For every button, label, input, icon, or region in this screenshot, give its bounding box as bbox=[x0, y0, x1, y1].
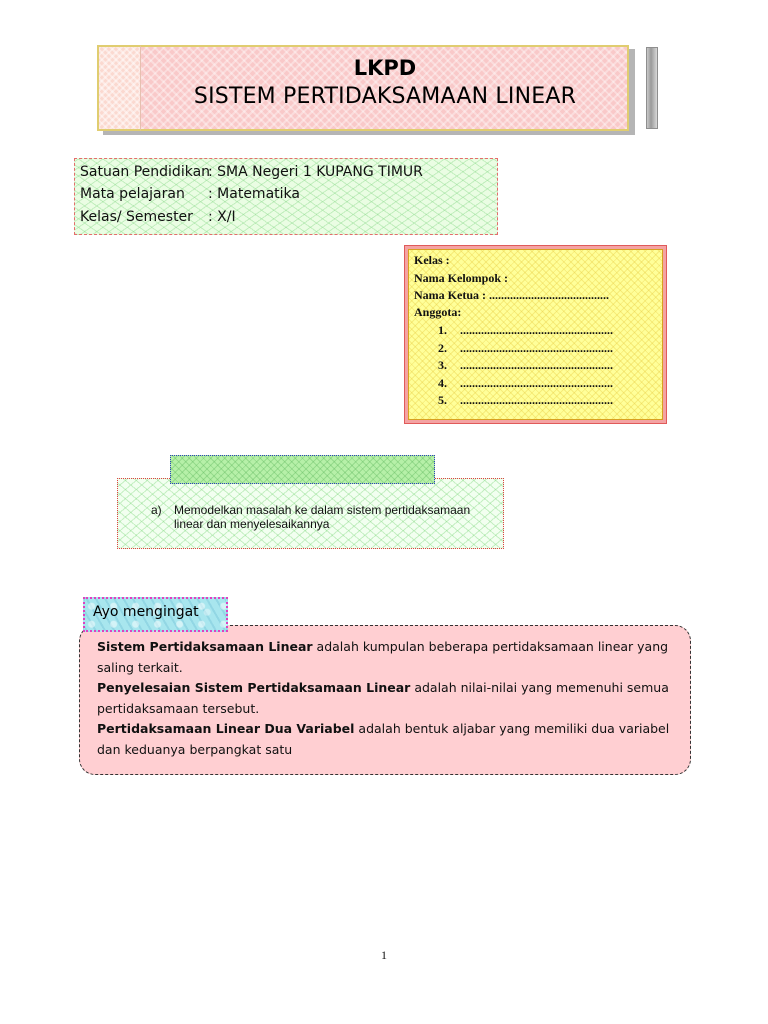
reminder-definition bbox=[97, 637, 677, 678]
title-banner-edge bbox=[646, 47, 658, 129]
member-line: ................................................... bbox=[460, 376, 613, 390]
reminder-definition bbox=[97, 719, 677, 760]
document-title: SISTEM PERTIDAKSAMAAN LINEAR bbox=[193, 84, 577, 109]
definition-text: adalah nilai-nilai yang memenuhi semua pertidaksamaan tersebut. bbox=[97, 680, 669, 716]
identity-value-subject: : Matematika bbox=[208, 186, 300, 202]
page-number: 1 bbox=[381, 948, 387, 962]
identity-label-school: Satuan Pendidikan bbox=[80, 164, 211, 180]
group-class-label: Kelas : bbox=[414, 253, 450, 267]
member-number: 4. bbox=[438, 376, 447, 390]
member-line: ................................................... bbox=[460, 358, 613, 372]
reminder-tab-label: Ayo mengingat bbox=[93, 604, 199, 620]
member-line: ................................................... bbox=[460, 393, 613, 407]
document-heading: LKPD bbox=[353, 56, 417, 80]
member-line: ................................................... bbox=[460, 323, 613, 337]
identity-label-subject: Mata pelajaran bbox=[80, 186, 185, 202]
definition-term: Pertidaksamaan Linear Dua Variabel bbox=[97, 721, 355, 736]
member-number: 1. bbox=[438, 323, 447, 337]
member-number: 3. bbox=[438, 358, 447, 372]
definition-term: Sistem Pertidaksamaan Linear bbox=[97, 639, 313, 654]
member-number: 5. bbox=[438, 393, 447, 407]
objective-text: Memodelkan masalah ke dalam sistem pertidaksamaan linear dan menyelesaikannya bbox=[174, 503, 471, 531]
group-members-label: Anggota: bbox=[414, 305, 462, 319]
definition-text: adalah bentuk aljabar yang memiliki dua variabel dan keduanya berpangkat satu bbox=[97, 721, 670, 757]
identity-value-class: : X/I bbox=[208, 209, 236, 225]
identity-value-school: : SMA Negeri 1 KUPANG TIMUR bbox=[208, 164, 423, 180]
group-leader-label: Nama Ketua : ........................................ bbox=[414, 288, 609, 302]
title-banner-side-panel bbox=[97, 45, 141, 131]
member-line: ................................................... bbox=[460, 341, 613, 355]
definition-term: Penyelesaian Sistem Pertidaksamaan Linear bbox=[97, 680, 411, 695]
objective-tab bbox=[170, 455, 435, 484]
definition-text: adalah kumpulan beberapa pertidaksamaan linear yang saling terkait. bbox=[97, 639, 669, 675]
group-name-label: Nama Kelompok : bbox=[414, 271, 508, 285]
identity-label-class: Kelas/ Semester bbox=[80, 209, 193, 225]
objective-marker: a) bbox=[151, 503, 162, 517]
reminder-definition bbox=[97, 678, 677, 719]
member-number: 2. bbox=[438, 341, 447, 355]
